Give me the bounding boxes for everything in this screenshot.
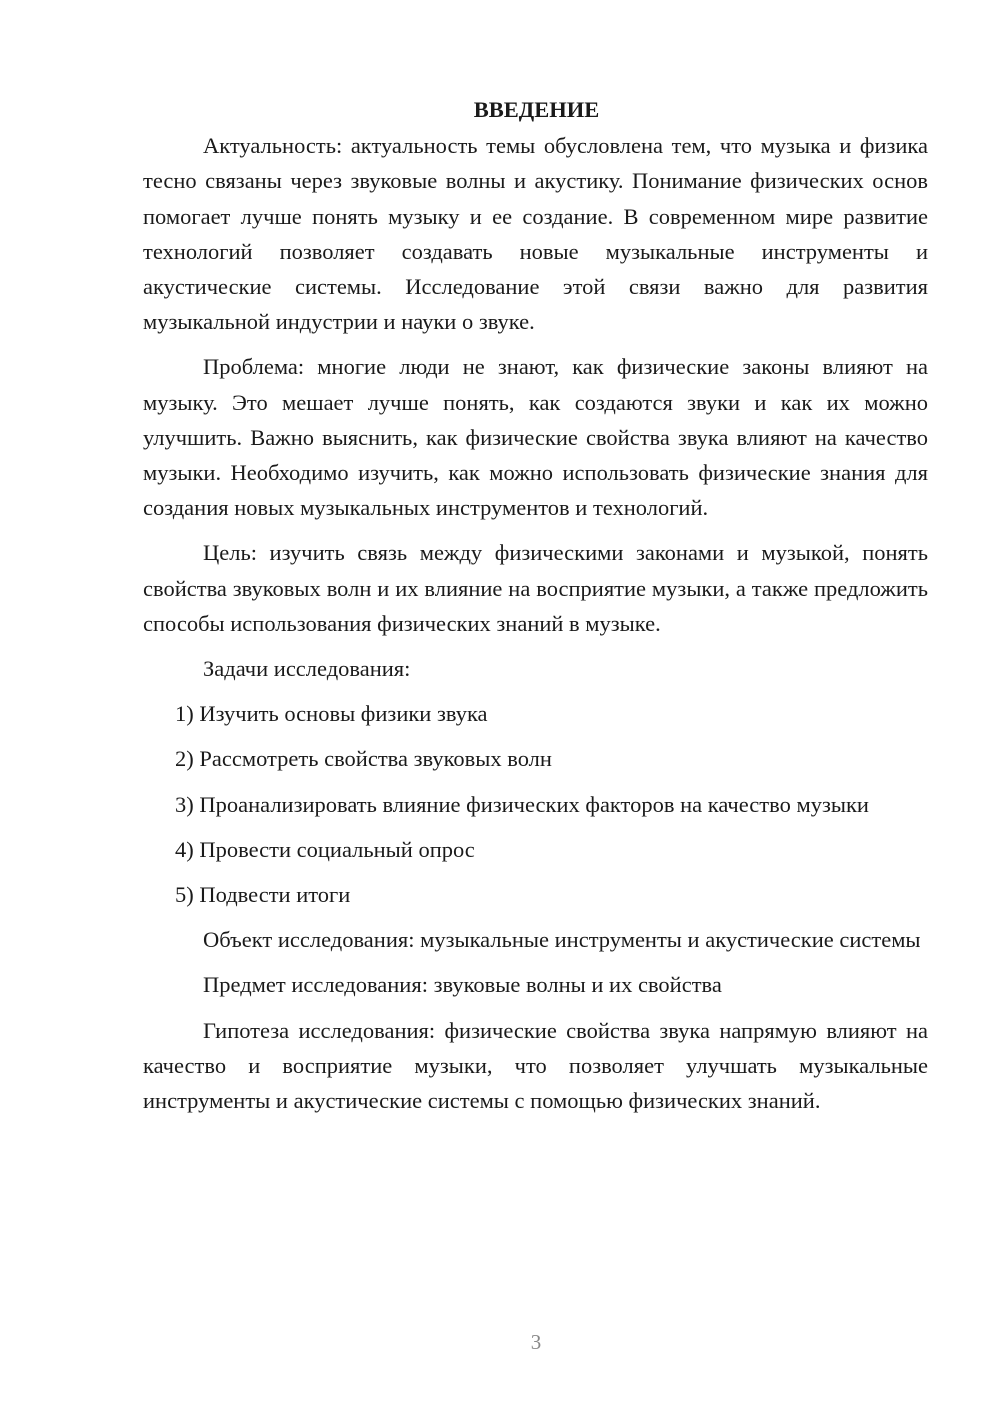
paragraph-subject: Предмет исследования: звуковые волны и их свойства <box>203 972 722 998</box>
document-page <box>143 92 928 1128</box>
page-title: ВВЕДЕНИЕ <box>473 97 600 122</box>
paragraph-hypothesis: Гипотеза исследования: физические свойства звука напрямую влияют на качество и восприятие музыки, что позволяет улучшать музыкальные инструменты и акустические системы с помощью физических знаний. <box>143 1017 928 1114</box>
paragraph-relevance: Актуальность: актуальность темы обусловлена тем, что музыка и физика тесно связаны через звуковые волны и акустику. Понимание физических основ помогает лучше понять музыку и ее создание. В современном мире развитие технологий позволяет создавать новые музыкальные инструменты и акустические системы. Исследование этой связи важно для развития музыкальной индустрии и науки о звуке. <box>143 133 928 335</box>
paragraph-problem: Проблема: многие люди не знают, как физические законы влияют на музыку. Это мешает лучше понять, как создаются звуки и как их можно улучшить. Важно выяснить, как физические свойства звука влияют на качество музыки. Необходимо изучить, как можно использовать физические знания для создания новых музыкальных инструментов и технологий. <box>143 354 928 521</box>
tasks-heading: Задачи исследования: <box>203 656 411 682</box>
paragraph-goal: Цель: изучить связь между физическими законами и музыкой, понять свойства звуковых волн и их влияние на восприятие музыки, а также предложить способы использования физических знаний в музыке. <box>143 540 928 636</box>
task-item: 3) Проанализировать влияние физических факторов на качество музыки <box>175 791 869 817</box>
task-item: 2) Рассмотреть свойства звуковых волн <box>175 746 552 772</box>
page-number: 3 <box>530 1330 542 1354</box>
task-item: 1) Изучить основы физики звука <box>175 701 488 727</box>
task-item: 5) Подвести итоги <box>175 882 351 908</box>
task-item: 4) Провести социальный опрос <box>175 836 475 862</box>
paragraph-object: Объект исследования: музыкальные инструменты и акустические системы <box>203 927 921 953</box>
